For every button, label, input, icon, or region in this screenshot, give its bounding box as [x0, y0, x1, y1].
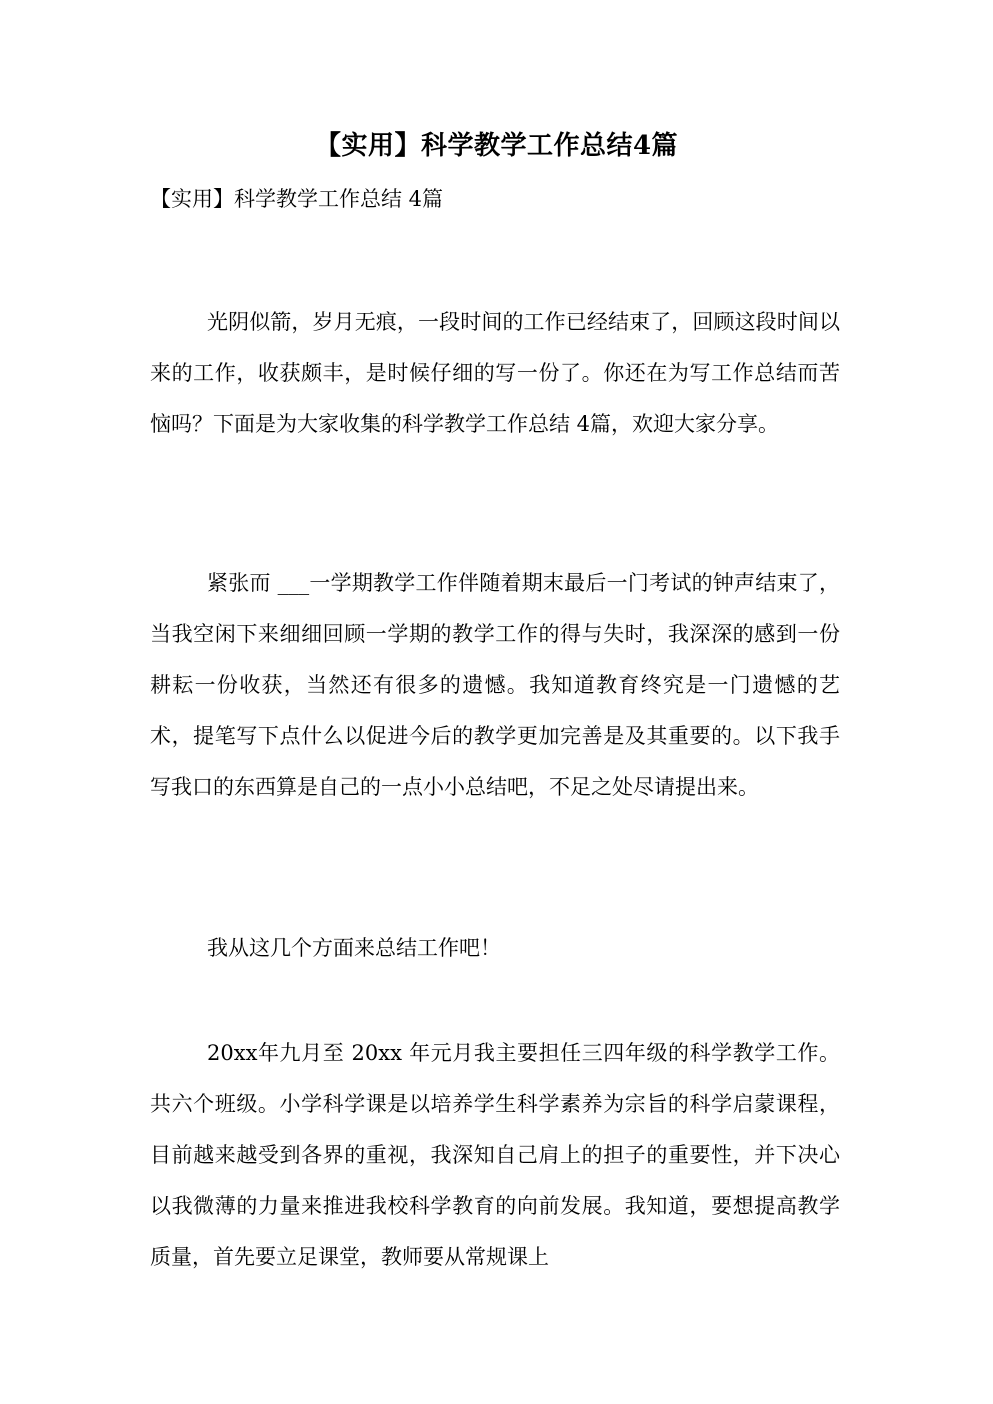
document-title: 【实用】科学教学工作总结4篇 [314, 131, 679, 161]
paragraph-teaching-work: 20xx年九月至 20xx 年元月我主要担任三四年级的科学教学工作。共六个班级。小学科学课是以培养学生科学素养为宗旨的科学启蒙课程，目前越来越受到各界的重视，我深知自己肩上的担子的重要性，并下决心以我微薄的力量来推进我校科学教育的向前发展。我知道，要想提高教学质量，首先要立足课堂，教师要从常规课上 [150, 1041, 840, 1269]
document-subtitle: 【实用】科学教学工作总结 4篇 [150, 187, 444, 211]
paragraph-reflection: 紧张而 ___一学期教学工作伴随着期末最后一门考试的钟声结束了，当我空闲下来细细回顾一学期的教学工作的得与失时，我深深的感到一份耕耘一份收获，当然还有很多的遗憾。我知道教育终究是一门遗憾的艺术，提笔写下点什么以促进今后的教学更加完善是及其重要的。以下我手写我口的东西算是自己的一点小小总结吧，不足之处尽请提出来。 [150, 571, 840, 799]
paragraph-transition: 我从这几个方面来总结工作吧！ [207, 936, 501, 960]
paragraph-intro: 光阴似箭，岁月无痕，一段时间的工作已经结束了，回顾这段时间以来的工作，收获颇丰，是时候仔细的写一份了。你还在为写工作总结而苦恼吗？下面是为大家收集的科学教学工作总结 4篇，欢迎大家分享。 [150, 310, 840, 436]
